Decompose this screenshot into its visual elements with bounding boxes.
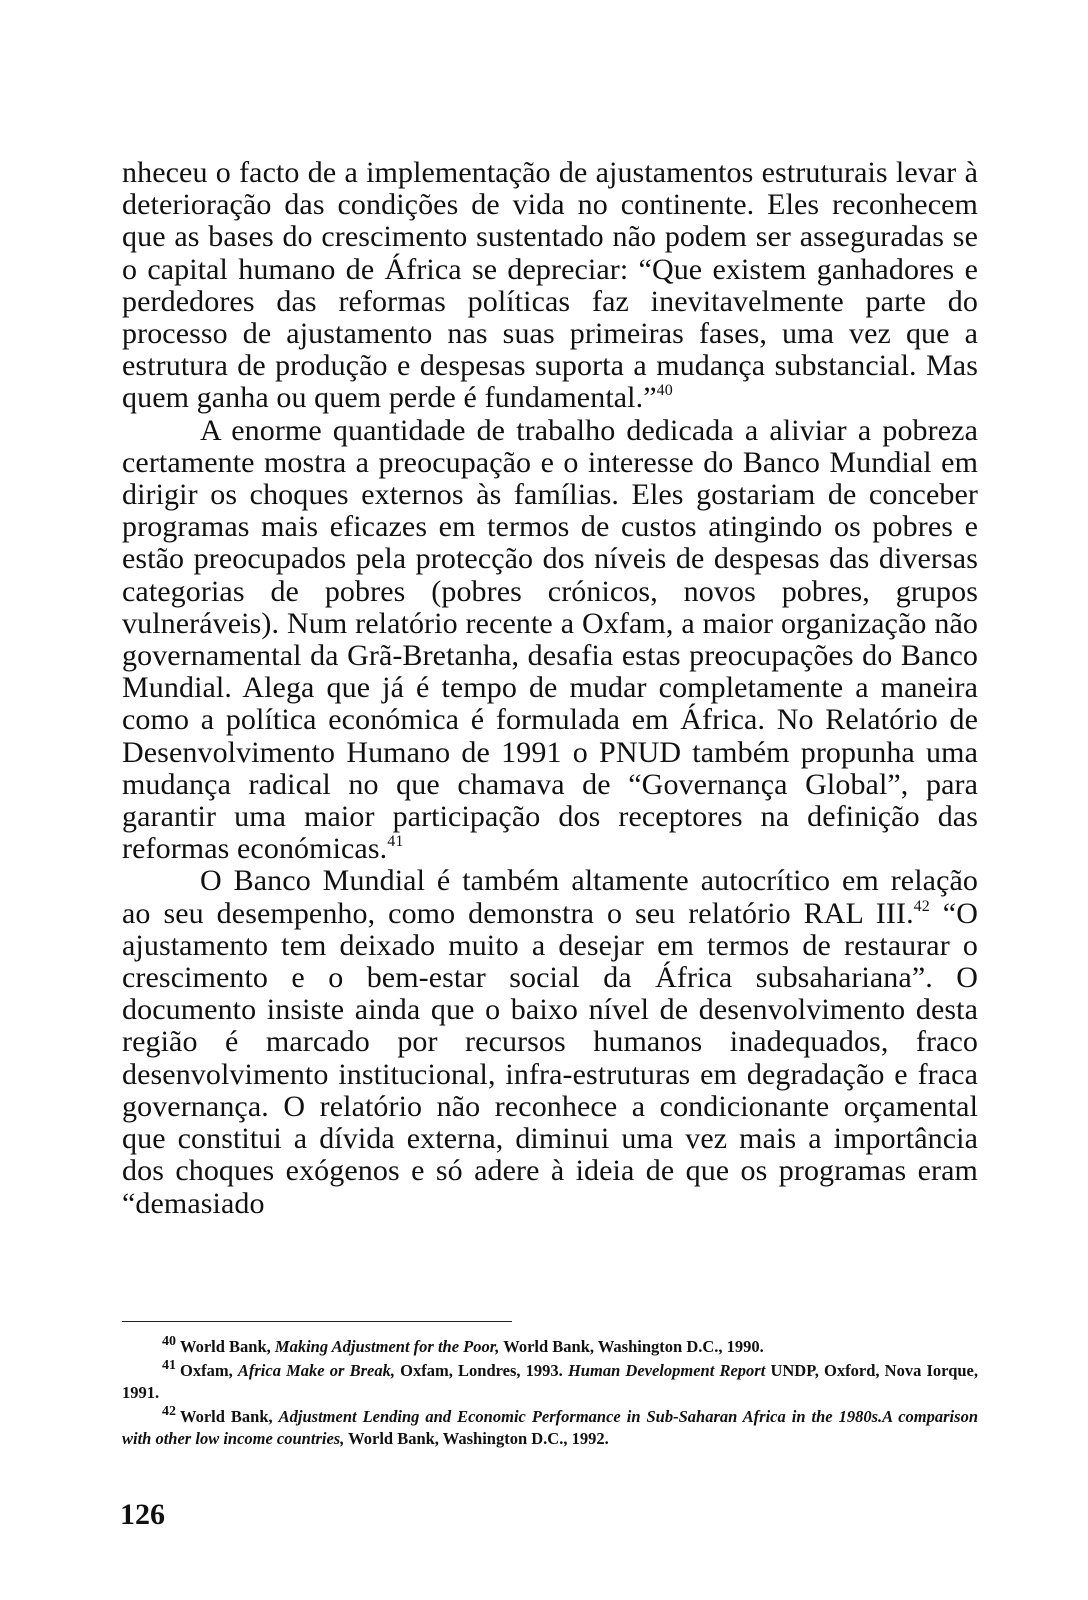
paragraph-3 (122, 865, 978, 1219)
footnote-divider (122, 1321, 512, 1322)
footnote-ref-41: 41 (387, 833, 404, 851)
footnote-title: Adjustment Lending and Economic Performance in Sub-Saharan Africa in the 1980s.A comparison with other low income countries, (122, 1406, 978, 1448)
footnote-title: Making Adjustment for the Poor, (274, 1337, 500, 1356)
footnote-text: UNDP, Oxford, Nova Iorque, 1991. (122, 1360, 979, 1402)
page-number: 126 (120, 1498, 165, 1531)
footnote-text: Oxfam, Londres, 1993. (394, 1360, 568, 1380)
footnotes (122, 1336, 978, 1452)
footnote-number: 40 (162, 1334, 176, 1349)
footnote-42 (122, 1403, 978, 1451)
footnote-title: Africa Make or Break, (237, 1360, 395, 1380)
footnote-text: World Bank, (180, 1406, 279, 1426)
paragraph-3-text-b: “O ajustamento tem deixado muito a desejar em termos de restaurar o crescimento e o bem-estar social da África subsahariana”. O documento insiste ainda que o baixo nível de desenvolvimento desta região é marcado por recursos humanos inadequados, fraco desenvolvimento institucional, infra-estruturas em degradação e fraca governança. O relatório não reconhece a condicionante orçamental que constitui a dívida externa, diminui uma vez mais a importância dos choques exógenos e só adere à ideia de que os programas eram “demasiado (122, 896, 978, 1220)
footnote-text: World Bank, Washington D.C., 1990. (499, 1337, 764, 1356)
footnote-text: Oxfam, (180, 1360, 238, 1380)
footnote-number: 41 (162, 1357, 176, 1373)
footnote-title: Human Development Report (567, 1360, 766, 1380)
paragraph-2-text: A enorme quantidade de trabalho dedicada a aliviar a pobreza certamente mostra a preocupação e o interesse do Banco Mundial em dirigir os choques externos às famílias. Eles gostariam de conceber programas mais eficazes em termos de custos atingindo os pobres e estão preocupados pela protecção dos níveis de despesas das diversas categorias de pobres (pobres crónicos, novos pobres, grupos vulneráveis). Num relatório recente a Oxfam, a maior organização não governamental da Grã-Bretanha, desafia estas preocupações do Banco Mundial. Alega que já é tempo de mudar completamente a maneira como a política económica é formulada em África. No Relatório de Desenvolvimento Humano de 1991 o PNUD também propunha uma mudança radical no que chamava de “Governança Global”, para garantir uma maior participação dos receptores na definição das reformas económicas. (122, 413, 978, 866)
footnote-41 (122, 1357, 979, 1405)
footnote-ref-42: 42 (913, 897, 930, 915)
body-text (122, 157, 978, 1220)
footnote-number: 42 (162, 1403, 176, 1419)
footnote-text: World Bank, Washington D.C., 1992. (344, 1429, 609, 1448)
paragraph-1 (122, 157, 978, 415)
paragraph-2 (122, 415, 978, 866)
paragraph-3-text-a: O Banco Mundial é também altamente autocrítico em relação ao seu desempenho, como demonstra o seu relatório RAL III. (122, 864, 978, 930)
footnote-ref-40: 40 (656, 382, 673, 400)
paragraph-1-text: nheceu o facto de a implementação de ajustamentos estruturais levar à deterioração das condições de vida no continente. Eles reconhecem que as bases do crescimento sustentado não podem ser asseguradas se o capital humano de África se depreciar: “Que existem ganhadores e perdedores das reformas políticas faz inevitavelmente parte do processo de ajustamento nas suas primeiras fases, uma vez que a estrutura de produção e despesas suporta a mudança substancial. Mas quem ganha ou quem perde é fundamental.” (122, 156, 978, 415)
footnote-40 (122, 1336, 978, 1359)
footnote-text: World Bank, (180, 1337, 275, 1356)
